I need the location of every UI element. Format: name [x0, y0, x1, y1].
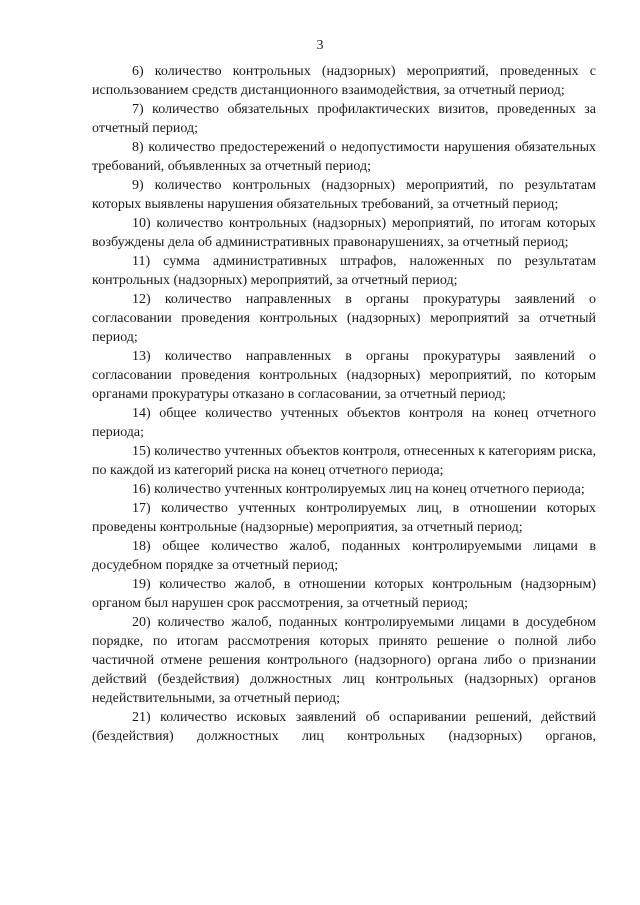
list-item-13: 13) количество направленных в органы прокуратуры заявлений о согласовании проведения контрольных (надзорных) мероприятий, по которым органами прокуратуры отказано в согласовании, за отчетный период;	[92, 349, 596, 402]
list-item-12: 12) количество направленных в органы прокуратуры заявлений о согласовании проведения контрольных (надзорных) мероприятий за отчетный период;	[92, 292, 596, 345]
list-item-16: 16) количество учтенных контролируемых лиц на конец отчетного периода;	[132, 482, 585, 497]
list-item-7: 7) количество обязательных профилактических визитов, проведенных за отчетный период;	[92, 102, 596, 136]
list-item-19: 19) количество жалоб, в отношении которых контрольным (надзорным) органом был нарушен срок рассмотрения, за отчетный период;	[92, 577, 596, 611]
list-item-20: 20) количество жалоб, поданных контролируемыми лицами в досудебном порядке, по итогам рассмотрения которых принято решение о полной либо частичной отмене решения контрольного (надзорного) органа либо о признании действий (бездействия) должностных лиц контрольных (надзорных) органов недействительными, за отчетный период;	[92, 615, 596, 706]
list-item-14: 14) общее количество учтенных объектов контроля на конец отчетного периода;	[92, 406, 596, 440]
list-item-8: 8) количество предостережений о недопустимости нарушения обязательных требований, объявленных за отчетный период;	[92, 140, 596, 174]
document-body	[92, 62, 596, 746]
list-item-15: 15) количество учтенных объектов контроля, отнесенных к категориям риска, по каждой из категорий риска на конец отчетного периода;	[92, 444, 597, 478]
page-number: 3	[316, 38, 324, 53]
list-item-10: 10) количество контрольных (надзорных) мероприятий, по итогам которых возбуждены дела об административных правонарушениях, за отчетный период;	[92, 216, 596, 250]
list-item-17: 17) количество учтенных контролируемых лиц, в отношении которых проведены контрольные (надзорные) мероприятия, за отчетный период;	[92, 501, 596, 535]
list-item-11: 11) сумма административных штрафов, наложенных по результатам контрольных (надзорных) мероприятий, за отчетный период;	[92, 254, 596, 288]
list-item-18: 18) общее количество жалоб, поданных контролируемыми лицами в досудебном порядке за отчетный период;	[92, 539, 596, 573]
list-item-9: 9) количество контрольных (надзорных) мероприятий, по результатам которых выявлены нарушения обязательных требований, за отчетный период;	[92, 178, 596, 212]
list-item-6: 6) количество контрольных (надзорных) мероприятий, проведенных с использованием средств дистанционного взаимодействия, за отчетный период;	[92, 64, 596, 98]
list-item-21: 21) количество исковых заявлений об оспаривании решений, действий (бездействия) должностных лиц контрольных (надзорных) органов,	[92, 710, 596, 744]
